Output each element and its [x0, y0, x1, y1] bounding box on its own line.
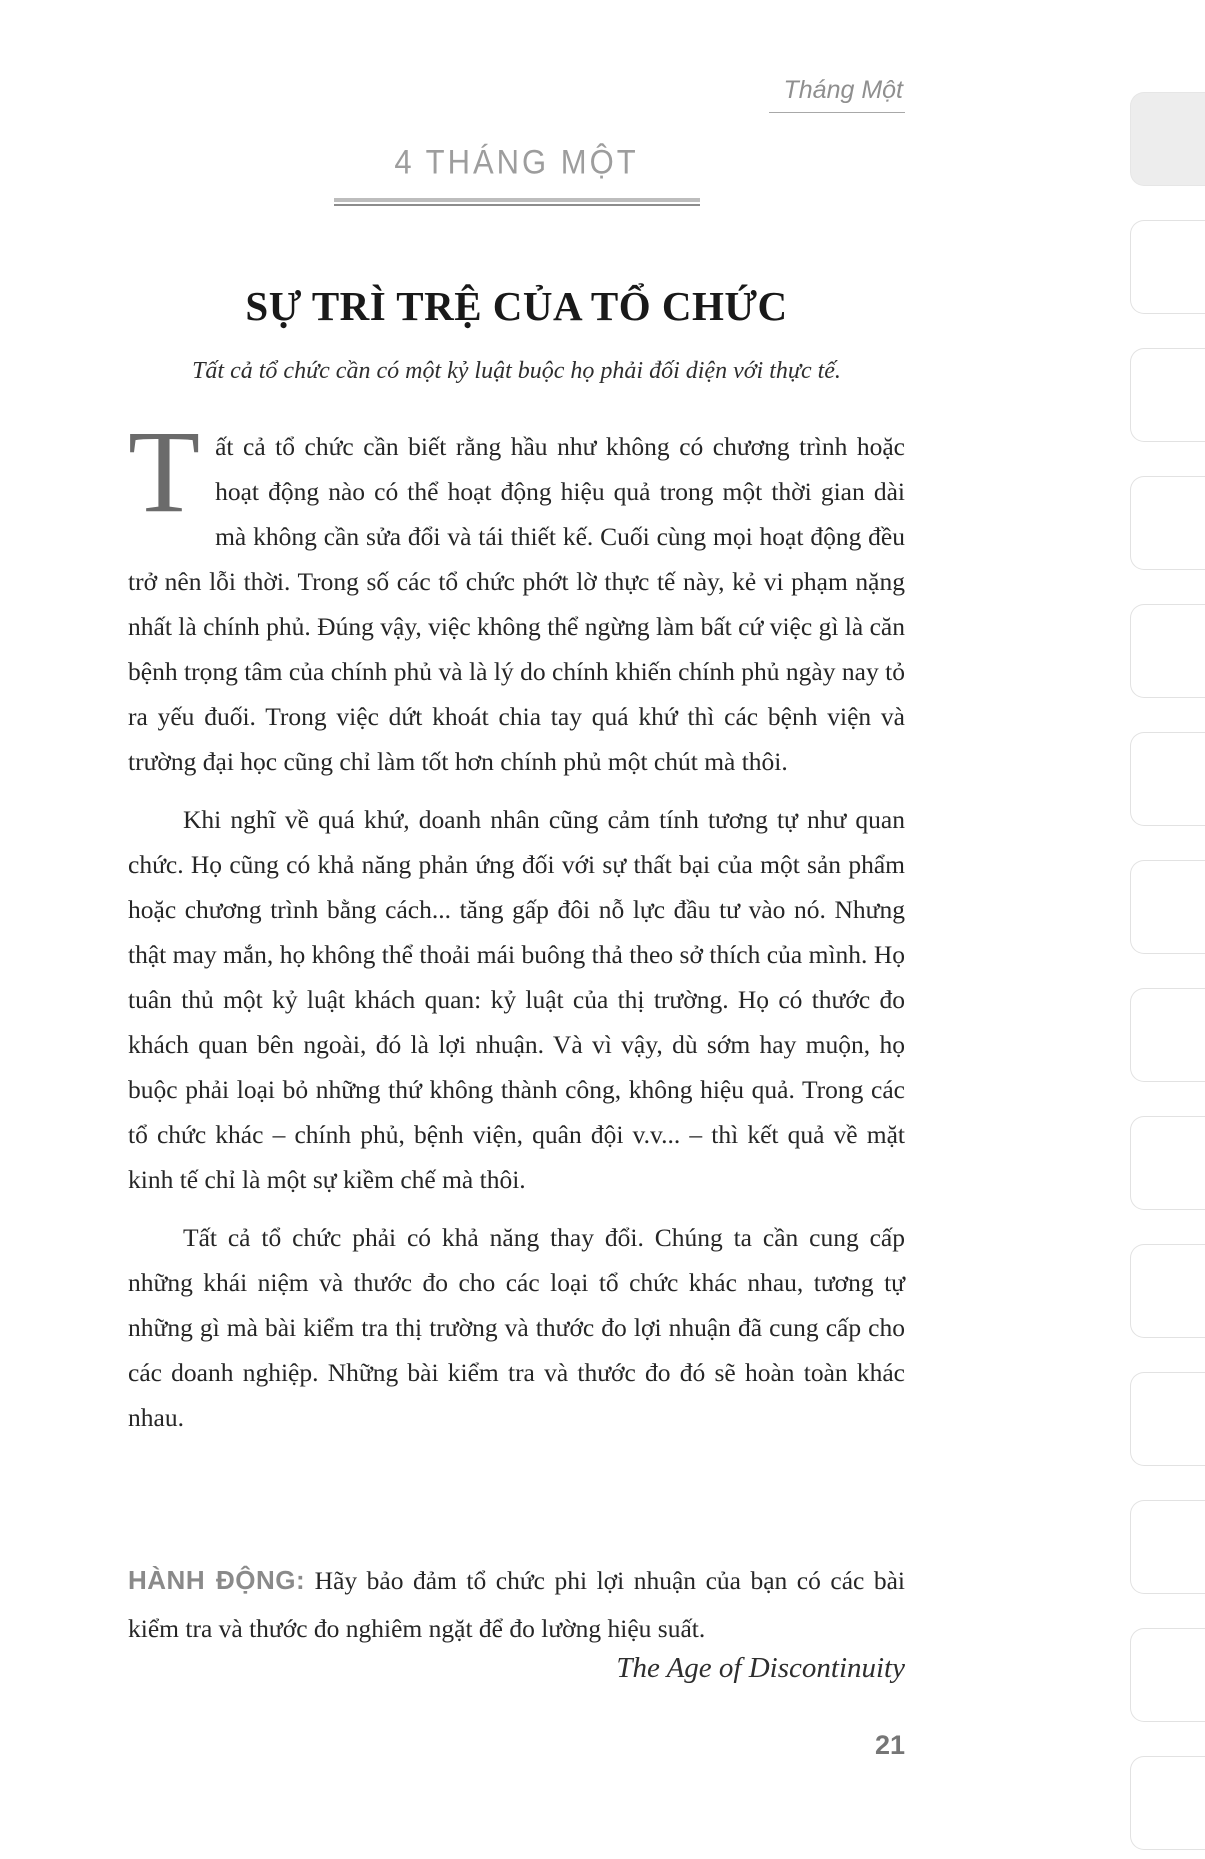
month-tab-12: [1130, 1500, 1205, 1594]
running-header: [128, 76, 905, 113]
month-tab-8: [1130, 988, 1205, 1082]
month-tab-10: [1130, 1244, 1205, 1338]
paragraph-3: Tất cả tổ chức phải có khả năng thay đổi. Chúng ta cần cung cấp những khái niệm và thước đo cho các loại tổ chức khác nhau, tương tự những gì mà bài kiểm tra thị trường và thước đo lợi nhuận đã cung cấp cho các doanh nghiệp. Những bài kiểm tra và thước đo đó sẽ hoàn toàn khác nhau.: [128, 1223, 905, 1432]
month-tab-1: [1130, 92, 1205, 186]
month-tab-9: [1130, 1116, 1205, 1210]
page-title: SỰ TRÌ TRỆ CỦA TỔ CHỨC: [245, 283, 788, 329]
month-tab-6: [1130, 732, 1205, 826]
month-tab-13: [1130, 1628, 1205, 1722]
month-tab-11: [1130, 1372, 1205, 1466]
page-number: 21: [874, 1730, 905, 1760]
month-tab-14: [1130, 1756, 1205, 1850]
month-tab-4: [1130, 476, 1205, 570]
paragraph-1-text: ất cả tổ chức cần biết rằng hầu như không có chương trình hoặc hoạt động nào có thể hoạt động hiệu quả trong một thời gian dài mà không cần sửa đổi và tái thiết kế. Cuối cùng mọi hoạt động đều trở nên lỗi thời. Trong số các tổ chức phớt lờ thực tế này, kẻ vi phạm nặng nhất là chính phủ. Đúng vậy, việc không thể ngừng làm bất cứ việc gì là căn bệnh trọng tâm của chính phủ và là lý do chính khiến chính phủ ngày nay tỏ ra yếu đuối. Trong việc dứt khoát chia tay quá khứ thì các bệnh viện và trường đại học cũng chỉ làm tốt hơn chính phủ một chút mà thôi.: [128, 432, 905, 776]
month-tab-rail: [1130, 0, 1205, 1859]
month-tab-7: [1130, 860, 1205, 954]
month-tab-3: [1130, 348, 1205, 442]
drop-cap: T: [128, 406, 201, 537]
paragraph-1: [128, 406, 905, 784]
action-paragraph: [128, 1556, 905, 1653]
month-tab-2: [1130, 220, 1205, 314]
body-text: [128, 406, 905, 1453]
paragraph-2: Khi nghĩ về quá khứ, doanh nhân cũng cảm tính tương tự như quan chức. Họ cũng có khả năng phản ứng đối với sự thất bại của một sản phẩm hoặc chương trình bằng cách... tăng gấp đôi nỗ lực đầu tư vào nó. Nhưng thật may mắn, họ không thể thoải mái buông thả theo sở thích của mình. Họ tuân thủ một kỷ luật khách quan: kỷ luật của thị trường. Họ có thước đo khách quan bên ngoài, đó là lợi nhuận. Và vì vậy, dù sớm hay muộn, họ buộc phải loại bỏ những thứ không thành công, không hiệu quả. Trong các tổ chức khác – chính phủ, bệnh viện, quân đội v.v... – thì kết quả về mặt kinh tế chỉ là một sự kiềm chế mà thôi.: [128, 805, 905, 1194]
running-header-text: Tháng Một: [769, 76, 905, 113]
date-heading: 4 THÁNG MỘT: [394, 142, 639, 182]
action-text: Hãy bảo đảm tổ chức phi lợi nhuận của bạn có các bài kiểm tra và thước đo nghiêm ngặt để đo lường hiệu suất.: [128, 1566, 905, 1643]
action-label: HÀNH ĐỘNG:: [128, 1565, 306, 1595]
heading-rule: [334, 198, 700, 206]
source-attribution: The Age of Discontinuity: [616, 1652, 905, 1684]
month-tab-5: [1130, 604, 1205, 698]
epigraph: Tất cả tổ chức cần có một kỷ luật buộc họ phải đối diện với thực tế.: [192, 358, 841, 384]
